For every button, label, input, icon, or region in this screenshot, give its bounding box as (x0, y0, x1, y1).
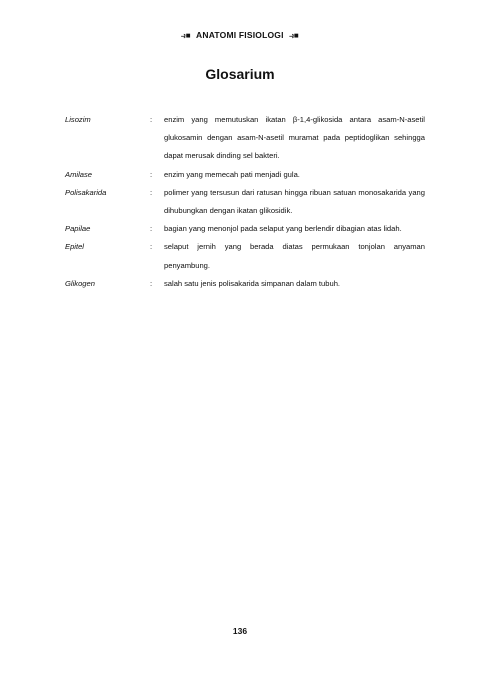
glossary-colon: : (150, 169, 153, 179)
glossary-list (65, 111, 425, 293)
glossary-term: Lisozim (65, 115, 91, 124)
glossary-definition: selaput jernih yang berada diatas permukaan tonjolan anyaman penyambung. (164, 242, 425, 270)
running-header-title: ANATOMI FISIOLOGI (196, 30, 284, 40)
glossary-entry (65, 184, 425, 220)
running-header (0, 30, 480, 41)
glossary-colon: : (150, 187, 153, 197)
glossary-term: Epitel (65, 242, 84, 252)
glossary-term: Papilae (65, 224, 91, 234)
glossary-entry (65, 275, 425, 293)
glossary-term: Glikogen (65, 278, 95, 288)
glossary-definition: bagian yang menonjol pada selaput yang berlendir dibagian atas lidah. (164, 224, 402, 234)
glossary-entry (65, 238, 425, 274)
bullet-mark-icon: ⥽■ (289, 31, 299, 40)
glossary-colon: : (150, 224, 153, 234)
glossary-term: Amilase (65, 169, 93, 179)
glossary-entry (65, 220, 425, 238)
glossary-colon: : (150, 242, 153, 252)
page-title: Glosarium (205, 66, 275, 82)
glossary-term: Polisakarida (65, 187, 107, 197)
glossary-entry (65, 166, 425, 184)
glossary-definition: enzim yang memutuskan ikatan β-1,4-glikosida antara asam-N-asetil glukosamin dengan asam-N-asetil muramat pada peptidoglikan sehingga dapat merusak dinding sel bakteri. (164, 115, 425, 161)
bullet-mark-icon: ⥽■ (181, 31, 191, 40)
glossary-colon: : (150, 278, 153, 288)
page-number: 136 (232, 626, 248, 636)
glossary-definition: polimer yang tersusun dari ratusan hingga ribuan satuan monosakarida yang dihubungkan dengan ikatan glikosidik. (164, 187, 425, 216)
glossary-definition: salah satu jenis polisakarida simpanan dalam tubuh. (164, 278, 341, 288)
glossary-colon: : (150, 115, 153, 124)
glossary-definition: enzim yang memecah pati menjadi gula. (164, 169, 300, 179)
glossary-entry (65, 111, 425, 166)
